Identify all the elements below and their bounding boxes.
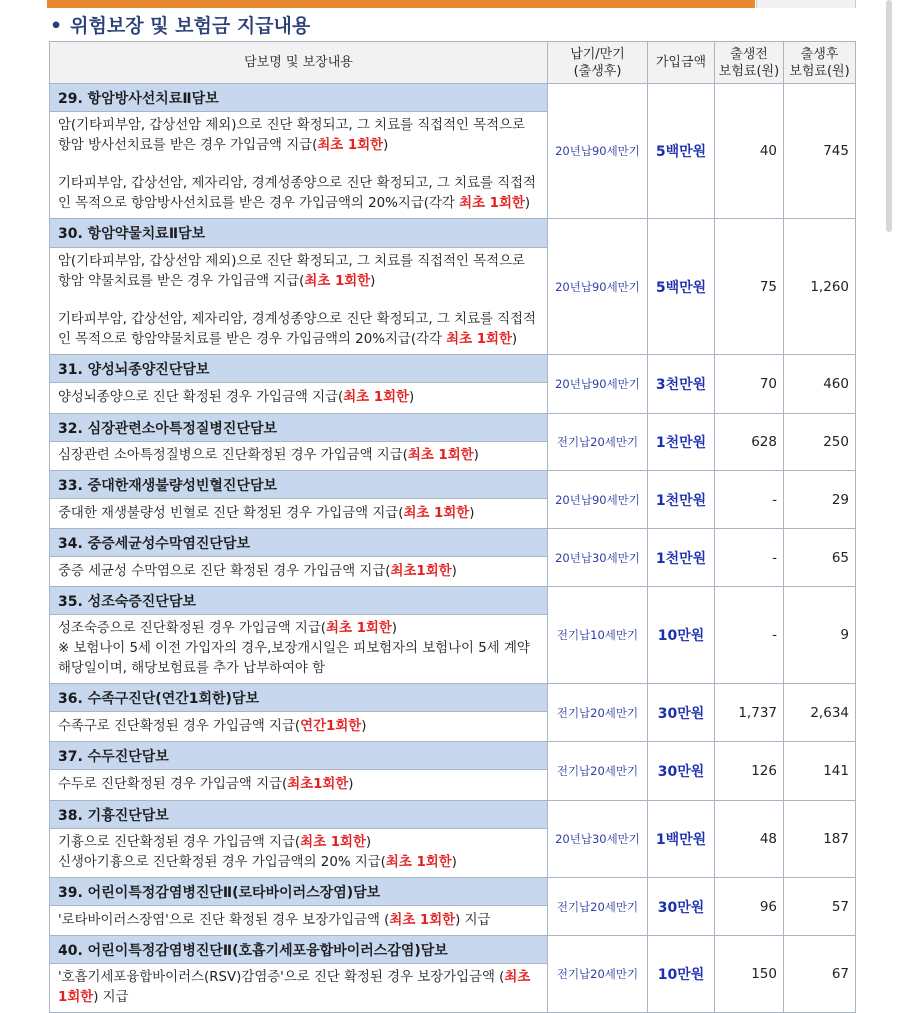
coverage-name: 39. 어린이특정감염병진단Ⅱ(로타바이러스장염)담보 [50,878,548,906]
premium-before-birth: - [715,529,784,587]
limit-highlight: 연간1회한 [300,718,362,734]
description-paragraph [58,504,539,524]
paragraph-gap [58,156,539,174]
description-text: ) [383,138,389,153]
table-body [50,84,856,1013]
description-text: ※ 보험나이 5세 이전 가입자의 경우,보장개시일은 피보험자의 보험나이 5세 계약해당일이며, 해당보험료를 추가 납부하여야 함 [58,641,530,676]
premium-after-birth: 1,260 [784,219,856,355]
coverage-name: 35. 성조숙증진단담보 [50,587,548,615]
premium-before-birth: 126 [715,742,784,801]
limit-highlight: 최초 1회한 [389,912,456,928]
description-paragraph [58,833,539,853]
coverage-description [50,712,548,742]
limit-highlight: 최초 1회한 [317,138,384,153]
coverage-description [50,964,548,1013]
description-text: 기타피부암, 갑상선암, 제자리암, 경계성종양으로 진단 확정되고, 그 치료를 직접적인 목적으로 항암방사선치료를 받은 경우 가입금액의 20%지급(각각 [58,176,536,211]
description-paragraph [58,446,539,466]
coverage-description [50,829,548,878]
description-text: ) [370,274,376,289]
payment-period: 전기납20세만기 [548,936,648,1013]
description-text: 중대한 재생불량성 빈혈로 진단 확정된 경우 가입금액 지급( [58,505,404,521]
coverage-table [49,41,856,1013]
premium-before-birth: 96 [715,878,784,936]
description-paragraph [58,310,539,350]
description-text: ) [451,855,457,870]
description-paragraph [58,639,539,679]
coverage-description [50,442,548,471]
coverage-name-row [50,587,856,615]
premium-after-birth: 9 [784,587,856,684]
description-text: 심장관련 소아특정질병으로 진단확정된 경우 가입금액 지급( [58,448,408,463]
premium-before-birth: - [715,471,784,529]
coverage-name: 30. 항암약물치료Ⅱ담보 [50,219,548,248]
description-paragraph [58,252,539,292]
header-before-premium: 출생전 보험료(원) [715,42,784,84]
description-text: 기흉으로 진단확정된 경우 가입금액 지급( [58,835,301,850]
premium-after-birth: 460 [784,355,856,414]
coverage-description [50,770,548,801]
coverage-name: 40. 어린이특정감염병진단Ⅱ(호흡기세포융합바이러스감염)담보 [50,936,548,964]
premium-after-birth: 250 [784,414,856,471]
premium-before-birth: 40 [715,84,784,219]
limit-highlight: 최초 1회한 [326,621,392,636]
description-text: '호흡기세포융합바이러스(RSV)감염증'으로 진단 확정된 경우 보장가입금액 ( [58,970,505,985]
coverage-description [50,615,548,684]
description-text: 수족구로 진단확정된 경우 가입금액 지급( [58,718,301,734]
limit-highlight: 최초 1회한 [385,855,452,870]
description-text: 양성뇌종양으로 진단 확정된 경우 가입금액 지급( [58,390,344,405]
description-text: 암(기타피부암, 갑상선암 제외)으로 진단 확정되고, 그 치료를 직접적인 목적으로 항암 방사선치료를 받은 경우 가입금액 지급( [58,118,525,153]
insured-amount: 5백만원 [648,219,715,355]
section-title-text: 위험보장 및 보험금 지급내용 [70,15,311,37]
coverage-description [50,383,548,414]
description-text: ) [451,563,457,579]
limit-highlight: 최초 1회한 [407,448,474,463]
insured-amount: 3천만원 [648,355,715,414]
limit-highlight: 최초 1회한 [343,390,409,405]
premium-before-birth: 75 [715,219,784,355]
insured-amount: 1천만원 [648,414,715,471]
premium-after-birth: 2,634 [784,684,856,742]
premium-after-birth: 57 [784,878,856,936]
description-text: 암(기타피부암, 갑상선암 제외)으로 진단 확정되고, 그 치료를 직접적인 목적으로 항암 약물치료를 받은 경우 가입금액 지급( [58,254,525,289]
premium-after-birth: 745 [784,84,856,219]
insured-amount: 30만원 [648,878,715,936]
scrollbar-thumb[interactable] [886,0,892,232]
description-text: ) [469,505,475,521]
description-text: ) [391,621,397,636]
insured-amount: 30만원 [648,684,715,742]
coverage-name: 37. 수두진단담보 [50,742,548,770]
premium-after-birth: 29 [784,471,856,529]
top-tab-strip [0,0,900,8]
description-text: ) [473,448,479,463]
premium-after-birth: 67 [784,936,856,1013]
payment-period: 20년납90세만기 [548,219,648,355]
description-paragraph [58,174,539,214]
paragraph-gap [58,292,539,310]
premium-before-birth: 70 [715,355,784,414]
table-header-row [50,42,856,84]
description-paragraph [58,116,539,156]
description-text: 신생아기흉으로 진단확정된 경우 가입금액의 20% 지급( [58,855,386,870]
description-paragraph [58,388,539,408]
premium-before-birth: - [715,587,784,684]
coverage-name-row [50,471,856,499]
limit-highlight: 최초 1회한 [459,196,525,211]
description-text: 기타피부암, 갑상선암, 제자리암, 경계성종양으로 진단 확정되고, 그 치료를 직접적인 목적으로 항암약물치료를 받은 경우 가입금액의 20%지급(각각 [58,312,536,347]
bullet-icon: • [50,15,63,37]
insured-amount: 1백만원 [648,801,715,878]
payment-period: 20년납30세만기 [548,529,648,587]
payment-period: 전기납10세만기 [548,587,648,684]
payment-period: 20년납90세만기 [548,471,648,529]
coverage-name-row [50,219,856,248]
insured-amount: 10만원 [648,936,715,1013]
description-text: 성조숙증으로 진단확정된 경우 가입금액 지급( [58,621,327,636]
insured-amount: 1천만원 [648,471,715,529]
payment-period: 전기납20세만기 [548,742,648,801]
description-text: ) 지급 [455,912,491,928]
coverage-name: 33. 중대한재생불량성빈혈진단담보 [50,471,548,499]
description-text: ) [361,718,367,734]
coverage-name-row [50,801,856,829]
premium-after-birth: 65 [784,529,856,587]
coverage-name: 32. 심장관련소아특정질병진단담보 [50,414,548,442]
premium-before-birth: 1,737 [715,684,784,742]
coverage-description [50,557,548,587]
insured-amount: 30만원 [648,742,715,801]
insured-amount: 1천만원 [648,529,715,587]
description-text: 중증 세균성 수막염으로 진단 확정된 경우 가입금액 지급( [58,563,391,579]
description-text: ) [511,332,518,347]
coverage-name-row [50,529,856,557]
limit-highlight: 최초 1회한 [403,505,470,521]
description-text: ) [408,390,415,405]
section-title [50,12,310,40]
description-text: ) [348,777,354,792]
description-paragraph [58,619,539,639]
premium-after-birth: 141 [784,742,856,801]
description-text: ) [365,835,372,850]
limit-highlight: 최초 1회한 [446,332,512,347]
coverage-name-row [50,414,856,442]
premium-before-birth: 628 [715,414,784,471]
header-period: 납기/만기 (출생후) [548,42,648,84]
payment-period: 전기납20세만기 [548,414,648,471]
premium-before-birth: 150 [715,936,784,1013]
coverage-description [50,906,548,936]
coverage-description [50,248,548,355]
description-text: 수두로 진단확정된 경우 가입금액 지급( [58,777,288,792]
payment-period: 20년납90세만기 [548,84,648,219]
payment-period: 전기납20세만기 [548,684,648,742]
coverage-name: 31. 양성뇌종양진단담보 [50,355,548,383]
limit-highlight: 최초 1회한 [58,970,531,1005]
description-paragraph [58,968,539,1008]
description-text: '로타바이러스장염'으로 진단 확정된 경우 보장가입금액 ( [58,912,390,928]
description-paragraph [58,775,539,795]
coverage-name-row [50,878,856,906]
inactive-tab [756,0,856,8]
coverage-name-row [50,84,856,112]
limit-highlight: 최초 1회한 [304,274,371,289]
coverage-name-row [50,742,856,770]
header-name: 담보명 및 보장내용 [50,42,548,84]
payment-period: 20년납30세만기 [548,801,648,878]
payment-period: 20년납90세만기 [548,355,648,414]
coverage-name-row [50,355,856,383]
coverage-name: 36. 수족구진단(연간1회한)담보 [50,684,548,712]
coverage-name: 38. 기흉진단담보 [50,801,548,829]
active-tab-bar [47,0,755,8]
limit-highlight: 최초 1회한 [300,835,366,850]
coverage-description [50,112,548,219]
description-text: ) [524,196,531,211]
limit-highlight: 최초1회한 [287,777,349,792]
header-amount: 가입금액 [648,42,715,84]
description-paragraph [58,853,539,873]
description-paragraph [58,911,539,931]
insured-amount: 5백만원 [648,84,715,219]
header-after-premium: 출생후 보험료(원) [784,42,856,84]
coverage-name: 34. 중증세균성수막염진단담보 [50,529,548,557]
coverage-name: 29. 항암방사선치료Ⅱ담보 [50,84,548,112]
description-paragraph [58,562,539,582]
description-text: ) 지급 [93,990,129,1005]
coverage-name-row [50,936,856,964]
premium-after-birth: 187 [784,801,856,878]
insured-amount: 10만원 [648,587,715,684]
payment-period: 전기납20세만기 [548,878,648,936]
coverage-description [50,499,548,529]
premium-before-birth: 48 [715,801,784,878]
description-paragraph [58,717,539,737]
limit-highlight: 최초1회한 [390,563,452,579]
coverage-name-row [50,684,856,712]
